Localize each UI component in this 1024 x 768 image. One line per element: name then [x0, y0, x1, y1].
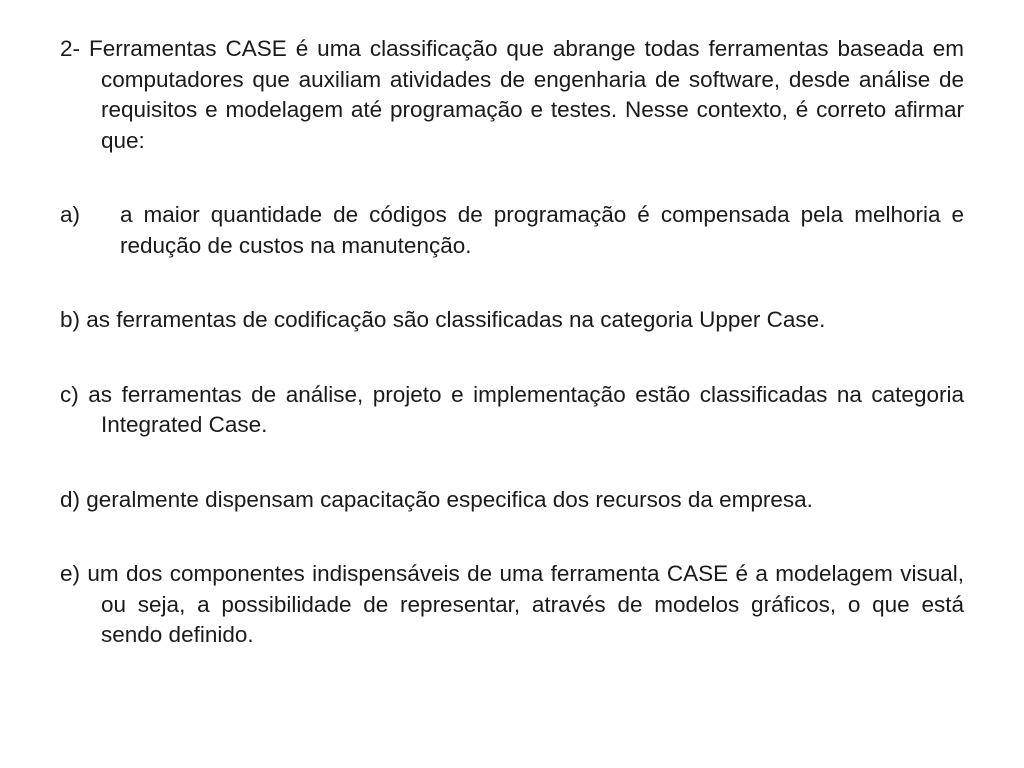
option-e-marker: e)	[60, 561, 81, 586]
option-c	[60, 380, 964, 441]
option-d-text: geralmente dispensam capacitação especifica dos recursos da empresa.	[86, 486, 813, 512]
option-e	[60, 559, 964, 651]
option-c-marker: c)	[60, 381, 79, 407]
question-number: 2-	[60, 36, 81, 61]
option-d-marker: d)	[60, 486, 81, 512]
option-a-marker: a)	[60, 202, 81, 227]
option-b-text: as ferramentas de codificação são classificadas na categoria Upper Case.	[86, 307, 826, 332]
option-a	[60, 200, 964, 261]
option-a-text: a maior quantidade de códigos de programação é compensada pela melhoria e redução de custos na manutenção.	[120, 202, 964, 258]
option-b	[60, 305, 964, 336]
question-text: Ferramentas CASE é uma classificação que abrange todas ferramentas baseada em computadores que auxiliam atividades de engenharia de software, desde análise de requisitos e modelagem até programação e testes. Nesse contexto, é correto afirmar que:	[88, 36, 964, 153]
option-b-marker: b)	[60, 307, 81, 332]
option-e-text: um dos componentes indispensáveis de uma ferramenta CASE é a modelagem visual, ou seja, a possibilidade de representar, através de modelos gráficos, o que está sendo definido.	[87, 561, 964, 647]
question-stem	[60, 34, 964, 156]
option-c-text: as ferramentas de análise, projeto e implementação estão classificadas na categoria Integrated Case.	[88, 381, 964, 437]
option-d	[60, 485, 964, 516]
